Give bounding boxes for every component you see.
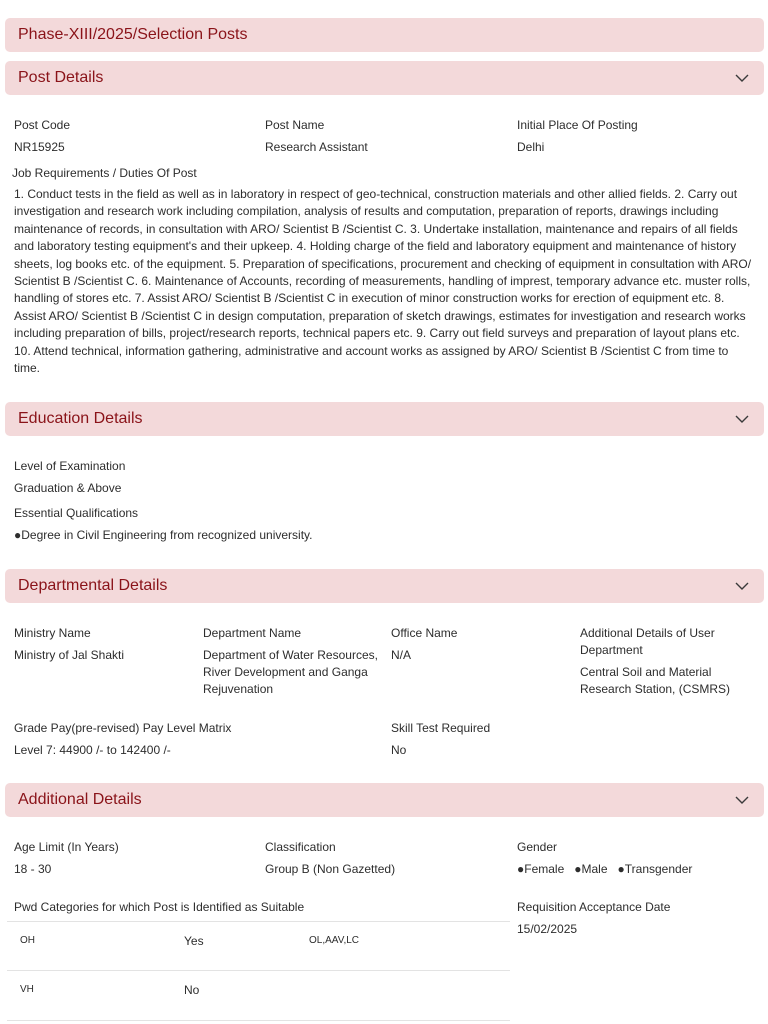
age-limit-value: 18 - 30 [14, 862, 52, 876]
qualification-label: Essential Qualifications [14, 506, 139, 520]
pwd-table [7, 921, 510, 1021]
gender-item: ●Male [574, 862, 608, 876]
grade-pay-label: Grade Pay(pre-revised) Pay Level Matrix [14, 721, 232, 735]
office-value: N/A [391, 648, 412, 662]
education-details-title: Education Details [18, 410, 143, 427]
posting-label: Initial Place Of Posting [517, 118, 638, 132]
gender-list [517, 861, 692, 878]
qualification-value: ●Degree in Civil Engineering from recognized university. [14, 528, 313, 542]
ministry-value: Ministry of Jal Shakti [14, 648, 125, 662]
phase-bar [5, 18, 764, 52]
duties-text: 1. Conduct tests in the field as well as in laboratory in respect of geo-technical, construction materials and other allied fields. 2. Carry out investigation and research work including compilation, analysis of results and computation, preparation of reports, drawings including maintenance of records, in consultation with ARO/ Scientist B /Scientist C. 3. Undertake installation, maintenance and repairs of all fields and laboratory testing equipment's and their upkeep. 4. Holding charge of the field and laboratory equipment and maintenance of history sheets, log books etc. of the equipment. 5. Preparation of specifications, procurement and checking of equipment in consultation with ARO/ Scientist B /Scientist C. 6. Maintenance of Accounts, recording of measurements, handling of imprest, temporary advance etc. muster rolls, handling of stores etc. 7. Assist ARO/ Scientist B /Scientist C in execution of minor construction works for erection of equipment etc. 8. Assist ARO/ Scientist B /Scientist C in design computation, preparation of sketch drawings, estimates for investigation and research works including preparation of bills, project/research reports, technical papers etc. 9. Carry out field surveys and preparation of layout plans etc. 10. Attend technical, information gathering, administrative and account works as assigned by ARO/ Scientist B /Scientist C from time to time. [14, 187, 752, 376]
post-details-title: Post Details [18, 69, 104, 86]
chevron-down-icon[interactable] [734, 70, 750, 86]
department-label: Department Name [203, 626, 302, 640]
posting-value: Delhi [517, 140, 545, 154]
additional-dept-label: Additional Details of User Department [580, 626, 715, 657]
pwd-subcategories: OL,AAV,LC [309, 935, 360, 946]
post-name-label: Post Name [265, 118, 325, 132]
education-details-header[interactable] [5, 402, 764, 436]
level-label: Level of Examination [14, 459, 126, 473]
chevron-down-icon[interactable] [734, 411, 750, 427]
pwd-suitable: Yes [184, 934, 204, 948]
requisition-date-value: 15/02/2025 [517, 922, 578, 936]
gender-item: ●Transgender [617, 862, 693, 876]
classification-value: Group B (Non Gazetted) [265, 862, 396, 876]
post-code-value: NR15925 [14, 140, 65, 154]
gender-item: ●Female [517, 862, 565, 876]
post-details-header[interactable] [5, 61, 764, 95]
table-row [7, 921, 510, 971]
additional-details-title: Additional Details [18, 791, 142, 808]
post-name-value: Research Assistant [265, 140, 368, 154]
grade-pay-value: Level 7: 44900 /- to 142400 /- [14, 743, 171, 757]
post-code-label: Post Code [14, 118, 71, 132]
ministry-label: Ministry Name [14, 626, 91, 640]
department-value: Department of Water Resources, River Development and Ganga Rejuvenation [203, 648, 378, 696]
pwd-label: Pwd Categories for which Post is Identified as Suitable [14, 900, 305, 914]
office-label: Office Name [391, 626, 458, 640]
table-row [7, 971, 510, 1021]
duties-label: Job Requirements / Duties Of Post [12, 166, 197, 180]
departmental-details-header[interactable] [5, 569, 764, 603]
chevron-down-icon[interactable] [734, 578, 750, 594]
additional-dept-value: Central Soil and Material Research Station, (CSMRS) [580, 665, 731, 696]
additional-details-header[interactable] [5, 783, 764, 817]
level-value: Graduation & Above [14, 481, 122, 495]
age-limit-label: Age Limit (In Years) [14, 840, 119, 854]
classification-label: Classification [265, 840, 336, 854]
phase-title: Phase-XIII/2025/Selection Posts [18, 26, 248, 43]
pwd-suitable: No [184, 983, 200, 997]
chevron-down-icon[interactable] [734, 792, 750, 808]
departmental-details-title: Departmental Details [18, 577, 168, 594]
pwd-category: OH [20, 935, 35, 946]
skill-test-value: No [391, 743, 407, 757]
gender-label: Gender [517, 840, 558, 854]
skill-test-label: Skill Test Required [391, 721, 491, 735]
requisition-date-label: Requisition Acceptance Date [517, 900, 671, 914]
pwd-category: VH [20, 984, 34, 995]
